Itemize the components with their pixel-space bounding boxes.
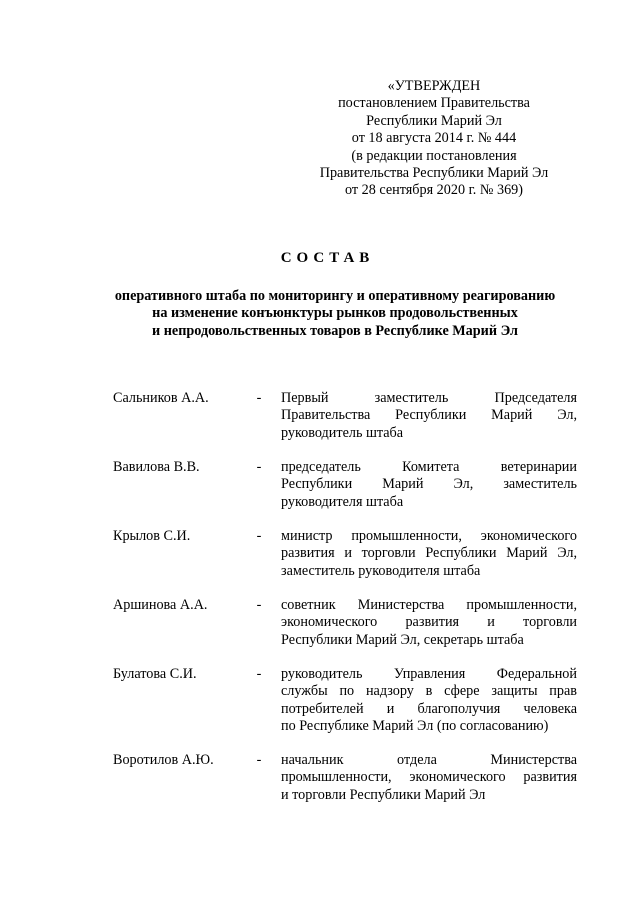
role-line: начальник отдела Министерства [281,752,577,768]
member-name: Крылов С.И. [113,528,191,544]
role-line: председатель Комитета ветеринарии [281,459,577,475]
subtitle-line: оперативного штаба по мониторингу и оперативному реагированию [114,288,556,304]
member-name: Воротилов А.Ю. [113,752,214,768]
role-line: развития и торговли Республики Марий Эл, [281,545,577,562]
role-line: министр промышленности, экономического [281,528,577,544]
member-dash: - [256,390,262,406]
role-line: руководитель штаба [281,424,404,441]
role-line: руководитель Управления Федеральной [281,666,577,682]
member-name: Аршинова А.А. [113,597,208,613]
document-subtitle [70,288,600,340]
approval-line: Правительства Республики Марий Эл [319,165,549,182]
member-dash: - [256,752,262,768]
approval-line: постановлением Правительства [338,95,530,112]
role-line: Первый заместитель Председателя [281,390,577,406]
role-line: Республики Марий Эл, секретарь штаба [281,631,524,648]
approval-line: «УТВЕРЖДЕН [387,78,481,94]
approval-line: от 28 сентября 2020 г. № 369) [345,182,523,199]
subtitle-line: на изменение конъюнктуры рынков продовольственных [152,305,518,322]
role-line: экономического развития и торговли [281,614,577,631]
approval-line: (в редакции постановления [351,147,517,164]
member-dash: - [256,597,262,613]
role-line: по Республике Марий Эл (по согласованию) [281,718,549,735]
member-name: Булатова С.И. [113,666,197,682]
member-role [281,459,577,511]
role-line: службы по надзору в сфере защиты прав [281,683,577,700]
role-line: Правительства Республики Марий Эл, [281,407,577,424]
subtitle-line: и непродовольственных товаров в Республике Марий Эл [152,322,518,339]
member-name: Сальников А.А. [113,390,209,406]
role-line: заместитель руководителя штаба [281,562,481,579]
member-dash: - [256,528,262,544]
member-role [281,666,577,736]
approval-stamp [300,78,568,200]
role-line: и торговли Республики Марий Эл [281,786,486,803]
member-dash: - [256,459,262,475]
role-line: промышленности, экономического развития [281,769,577,786]
role-line: советник Министерства промышленности, [281,597,577,613]
member-role [281,597,577,649]
member-role [281,752,577,804]
member-role [281,390,577,442]
member-name: Вавилова В.В. [113,459,200,475]
role-line: потребителей и благополучия человека [281,700,577,717]
document-title: СОСТАВ [280,250,375,266]
role-line: руководителя штаба [281,493,404,510]
approval-line: Республики Марий Эл [366,112,502,129]
role-line: Республики Марий Эл, заместитель [281,476,577,493]
approval-line: от 18 августа 2014 г. № 444 [351,130,517,147]
member-dash: - [256,666,262,682]
member-role [281,528,577,580]
